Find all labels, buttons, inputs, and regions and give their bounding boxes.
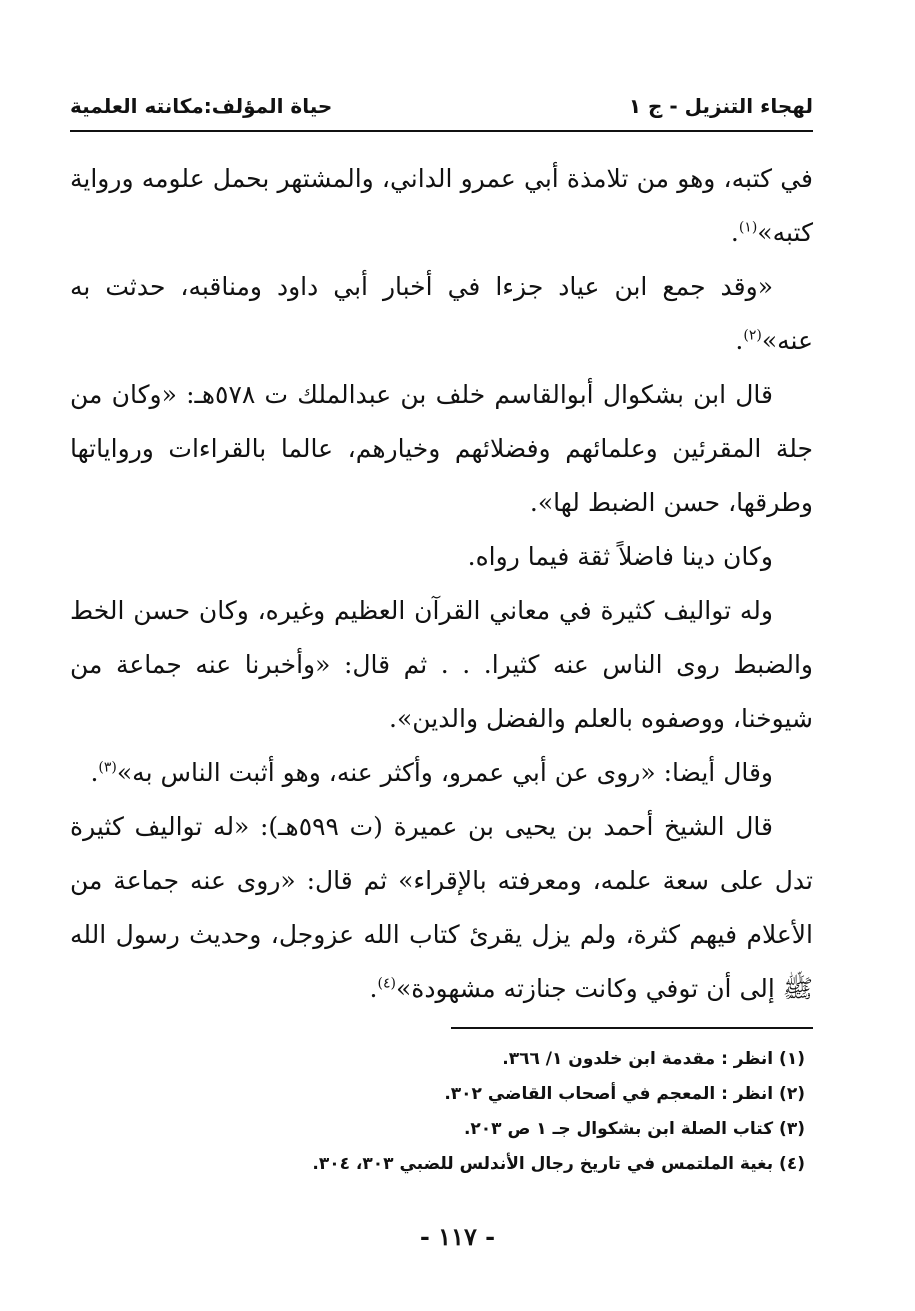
footnote-ref: (١) [738,219,758,236]
paragraph: «وقد جمع ابن عياد جزءا في أخبار أبي داود ومناقبه، حدثت به عنه»$^{(٢)}$. [70,272,813,355]
footnotes [70,1042,813,1182]
footnote-ref: (٣) [98,759,117,776]
footnote-ref: (٢) [743,327,762,344]
footnote: (٣) كتاب الصلة ابن بشكوال جـ ١ ص ٢٠٣. [463,1119,805,1139]
page-number: - ١١٧ - [419,1222,496,1251]
header-divider [70,130,813,132]
footnote: (١) انظر : مقدمة ابن خلدون ١/ ٣٦٦. [502,1049,805,1069]
running-header [70,86,813,126]
paragraph: وله تواليف كثيرة في معاني القرآن العظيم وغيره، وكان حسن الخط والضبط روى الناس عنه كثيرا. . . ثم قال: «وأخبرنا عنه جماعة من شيوخنا، ووصفوه بالعلم والفضل والدين». [70,596,813,733]
paragraph: وكان دينا فاضلاً ثقة فيما رواه. [467,542,773,571]
paragraph: قال ابن بشكوال أبوالقاسم خلف بن عبدالملك ت ٥٧٨هـ: «وكان من جلة المقرئين وعلمائهم وفضلائهم وخيارهم، عالما بالقراءات ورواياتها وطرقها، حسن الضبط لها». [70,380,813,517]
paragraph: وقال أيضا: «روى عن أبي عمرو، وأكثر عنه، وهو أثبت الناس به»$^{(٣)}$. [90,758,773,787]
paragraph: في كتبه، وهو من تلامذة أبي عمرو الداني، والمشتهر بحمل علومه ورواية كتبه»$^{(١)}$. [70,164,813,247]
footnote-divider [451,1027,813,1029]
header-book-title: لهجاء التنزيل - ج ١ [628,94,813,118]
main-text [70,152,813,1016]
paragraph: قال الشيخ أحمد بن يحيى بن عميرة (ت ٥٩٩هـ): «له تواليف كثيرة تدل على سعة علمه، ومعرفته بالإقراء» ثم قال: «روى عنه جماعة من الأعلام فيهم كثرة، ولم يزل يقرئ كتاب الله عزوجل، وحديث رسول الله ﷺ إلى أن توفي وكانت جنازته مشهودة»$^{(٤)}$. [70,812,813,1003]
footnote-ref: (٤) [377,975,396,992]
footnote: (٢) انظر : المعجم في أصحاب القاضي ٣٠٢. [444,1084,805,1104]
header-section-title: حياة المؤلف:مكانته العلمية [70,94,333,118]
footnote: (٤) بغية الملتمس في تاريخ رجال الأندلس للضبي ٣٠٣، ٣٠٤. [312,1154,805,1174]
